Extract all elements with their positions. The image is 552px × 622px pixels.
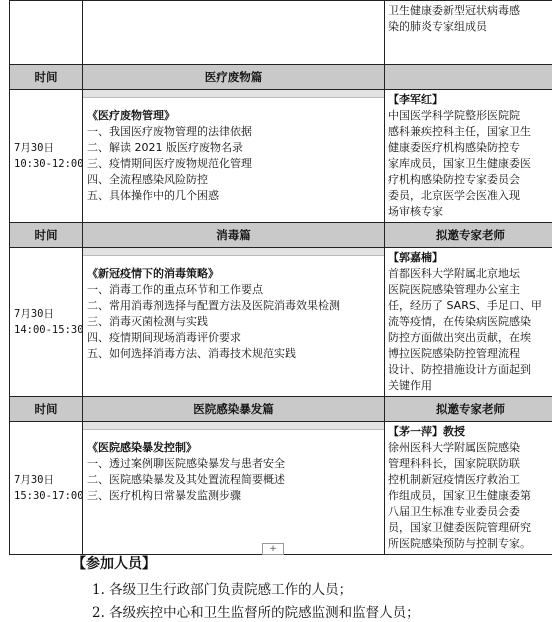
course-item: 一、我国医疗废物管理的法律依据 xyxy=(87,125,252,138)
header-title: 消毒篇 xyxy=(83,223,385,248)
time-cell xyxy=(10,90,83,223)
table-row xyxy=(10,90,552,223)
course-item: 四、全流程感染风险防控 xyxy=(87,173,208,186)
add-row-button[interactable]: + xyxy=(262,543,284,555)
expert-cell xyxy=(385,248,552,397)
expert-line: 八届卫生标准专业委员会委 xyxy=(388,505,520,518)
expert-cell xyxy=(385,422,552,555)
schedule-table xyxy=(9,0,552,555)
expert-line: 疗机构感染防控专家委员会 xyxy=(388,173,520,186)
header-time: 时间 xyxy=(10,397,83,422)
expert-line: 作组成员，国家卫生健康委第 xyxy=(388,489,531,502)
table-row xyxy=(10,1,552,65)
date-text: 7月30日 xyxy=(14,474,54,486)
table-row xyxy=(10,248,552,397)
course-cell xyxy=(83,422,385,555)
header-title: 医疗废物篇 xyxy=(83,65,385,90)
course-cell xyxy=(83,90,385,223)
expert-line: 健康委医疗机构感染防控专 xyxy=(388,141,520,154)
expert-line: 徐州医科大学附属医院感染 xyxy=(388,441,520,454)
time-range: 10:30-12:00 xyxy=(14,158,84,170)
expert-cell xyxy=(385,90,552,223)
expert-line: 任，经历了 SARS、手足口、甲 xyxy=(388,299,542,312)
date-text: 7月30日 xyxy=(14,142,54,154)
time-cell xyxy=(10,248,83,397)
expert-line: 所医院感染预防与控制专家。 xyxy=(388,537,531,550)
table-row xyxy=(10,422,552,555)
expert-line: 博拉医院感染防控管理流程 xyxy=(388,347,520,360)
time-range: 15:30-17:00 xyxy=(14,490,84,502)
course-title: 《医院感染暴发控制》 xyxy=(87,441,197,454)
expert-name: 【李军红】 xyxy=(388,93,443,106)
course-item: 三、医疗机构日常暴发监测步骤 xyxy=(87,489,241,502)
expert-line: 防控方面做出突出贡献，在埃 xyxy=(388,331,531,344)
cell-shading xyxy=(83,422,384,430)
course-item: 三、消毒灭菌检测与实践 xyxy=(87,315,208,328)
header-expert: 拟邀专家老师 xyxy=(385,397,552,422)
time-range: 14:00-15:30 xyxy=(14,324,84,336)
expert-line: 中国医学科学院整形医院院 xyxy=(388,109,520,122)
expert-line: 感科兼疾控科主任，国家卫生 xyxy=(388,125,531,138)
course-item: 三、疫情期间医疗废物规范化管理 xyxy=(87,157,252,170)
expert-line: 委员，北京医学会医准入现 xyxy=(388,189,520,202)
expert-line: 家库成员，国家卫生健康委医 xyxy=(388,157,531,170)
cell-shading xyxy=(83,90,384,98)
header-title: 医院感染暴发篇 xyxy=(83,397,385,422)
course-item: 五、具体操作中的几个困惑 xyxy=(87,189,219,202)
expert-cell xyxy=(385,1,552,65)
expert-line: 医院医院感染管理办公室主 xyxy=(388,283,520,296)
course-title: 《新冠疫情下的消毒策略》 xyxy=(87,267,219,280)
course-item: 四、疫情期间现场消毒评价要求 xyxy=(87,331,241,344)
expert-line: 流等疫情，在传染病医院感染 xyxy=(388,315,531,328)
header-time: 时间 xyxy=(10,65,83,90)
expert-line: 管理科科长，国家院联防联 xyxy=(388,457,520,470)
expert-line: 关键作用 xyxy=(388,379,432,392)
course-cell xyxy=(83,248,385,397)
date-text: 7月30日 xyxy=(14,308,54,320)
section-header-row xyxy=(10,223,552,248)
expert-line: 设计、防控措施设计方面起到 xyxy=(388,363,531,376)
course-item: 二、医院感染暴发及其处置流程简要概述 xyxy=(87,473,285,486)
course-item: 一、透过案例聊医院感染暴发与患者安全 xyxy=(87,457,285,470)
expert-name: 【茅一萍】教授 xyxy=(388,425,465,438)
time-cell xyxy=(10,422,83,555)
expert-line: 员，国家卫健委医院管理研究 xyxy=(388,521,531,534)
cell-shading xyxy=(83,248,384,256)
header-time: 时间 xyxy=(10,223,83,248)
section-heading: 【参加人员】 xyxy=(72,556,156,572)
participant-item: 1. 各级卫生行政部门负责院感工作的人员； xyxy=(92,582,353,598)
course-title: 《医疗废物管理》 xyxy=(87,109,175,122)
course-cell xyxy=(83,1,385,65)
header-expert: 拟邀专家老师 xyxy=(385,223,552,248)
participant-item: 2. 各级疾控中心和卫生监督所的院感监测和监督人员； xyxy=(92,605,420,621)
course-item: 二、常用消毒剂选择与配置方法及医院消毒效果检测 xyxy=(87,299,340,312)
expert-line: 卫生健康委新型冠状病毒感 xyxy=(388,4,520,17)
expert-line: 首都医科大学附属北京地坛 xyxy=(388,267,520,280)
section-header-row xyxy=(10,65,552,90)
expert-line: 控机制新冠疫情医疗救治工 xyxy=(388,473,520,486)
header-expert xyxy=(385,65,552,90)
time-cell xyxy=(10,1,83,65)
expert-name: 【郭嘉楠】 xyxy=(388,251,443,264)
expert-line: 场审核专家 xyxy=(388,205,443,218)
course-item: 二、解读 2021 版医疗废物名录 xyxy=(87,141,243,154)
expert-line: 染的肺炎专家组成员 xyxy=(388,20,487,33)
section-header-row xyxy=(10,397,552,422)
course-item: 一、消毒工作的重点环节和工作要点 xyxy=(87,283,263,296)
course-item: 五、如何选择消毒方法、消毒技术规范实践 xyxy=(87,347,296,360)
